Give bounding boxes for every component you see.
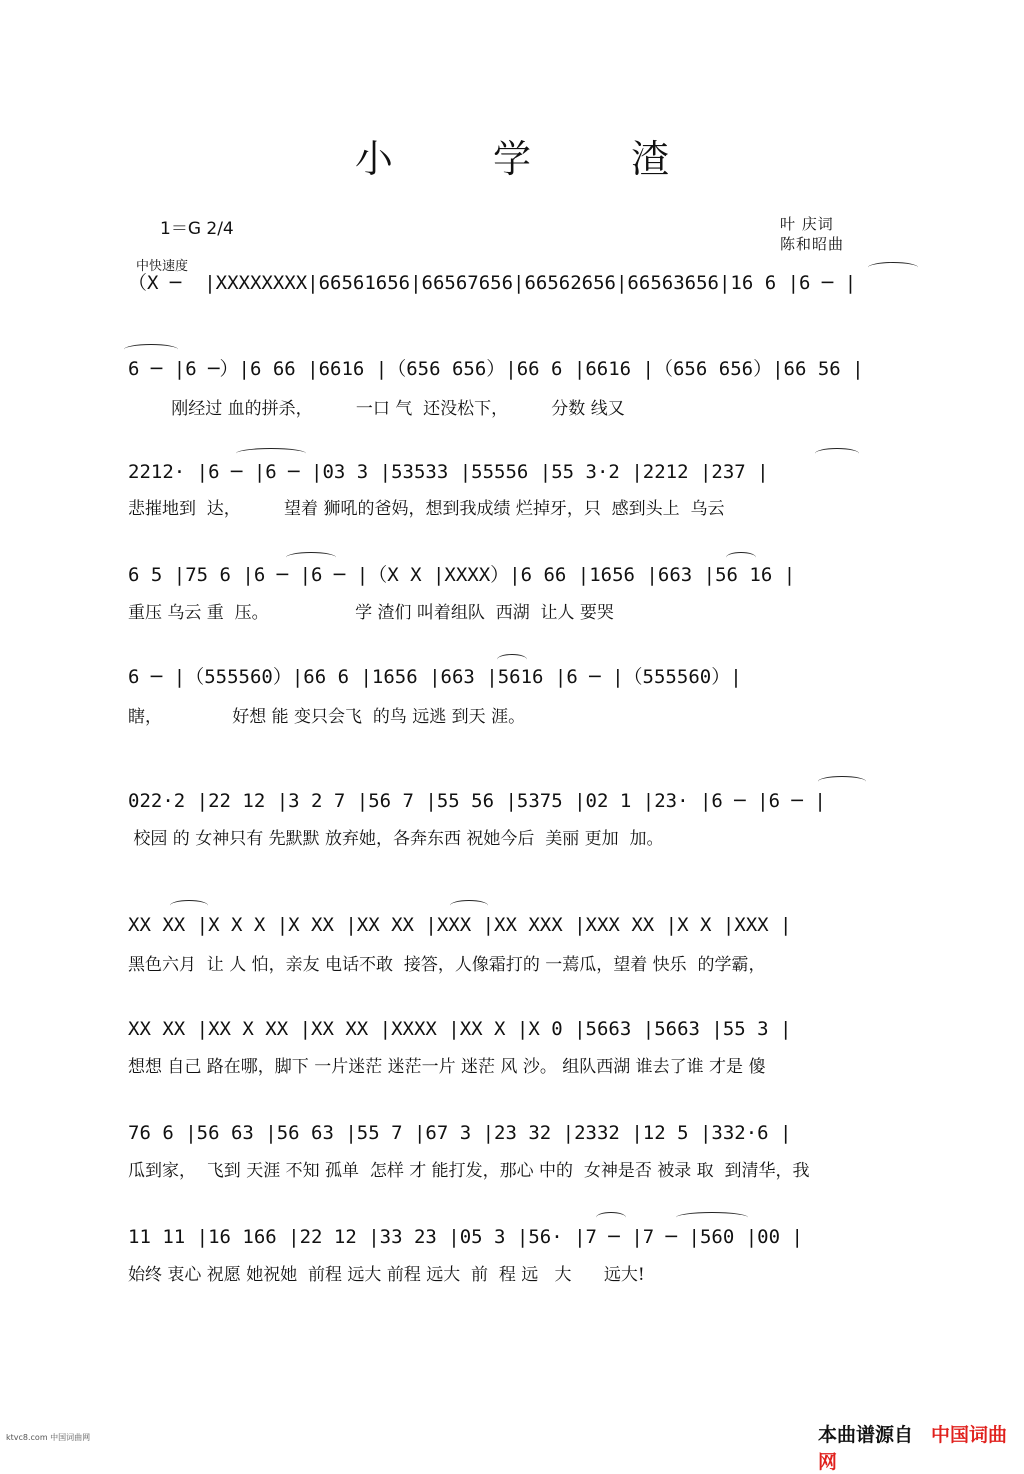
notation-line-3: 2212· |6 ─ |6 ─ |03 3 |53533 |55556 |55 3·2 |2212 |237 | xyxy=(128,461,769,483)
notation-line-9: 76 6 |56 63 |56 63 |55 7 |67 3 |23 32 |2332 |12 5 |332·6 | xyxy=(128,1122,792,1144)
tie-mark xyxy=(596,1212,626,1223)
lyrics-line-1 xyxy=(128,298,928,324)
site-label[interactable]: 中国词曲网 xyxy=(818,1424,1008,1473)
tie-mark xyxy=(236,448,306,459)
tie-mark xyxy=(124,344,178,355)
lyrics-line-8: 想想 自己 路在哪，脚下 一片迷茫 迷茫一片 迷茫 风 沙。 组队西湖 谁去了谁 才是 傻 xyxy=(128,1057,766,1077)
tie-mark xyxy=(450,900,488,911)
lyrics-line-2: 刚经过 血的拼杀， 一口 气 还没松下， 分数 线又 xyxy=(128,399,625,419)
lyrics-line-9: 瓜到家， 飞到 天涯 不知 孤单 怎样 才 能打发，那心 中的 女神是否 被录 取 到清华，我 xyxy=(128,1161,810,1181)
lyrics-line-4: 重压 乌云 重 压。 学 渣们 叫着组队 西湖 让人 要哭 xyxy=(128,603,614,623)
notation-line-1: （X ─ |XXXXXXXX|66561656|66567656|66562656|66563656|16 6 |6 ─ | xyxy=(128,272,857,294)
lyrics-line-7: 黑色六月 让 人 怕，亲友 电话不敢 接答，人像霜打的 一蔫瓜，望着 快乐 的学霸， xyxy=(128,955,766,975)
notation-line-7: XX XX |X X X |X XX |XX XX |XXX |XX XXX |XXX XX |X X |XXX | xyxy=(128,914,792,936)
lyrics-line-5: 瞎， 好想 能 变只会飞 的鸟 远逃 到天 涯。 xyxy=(128,707,526,727)
tie-mark xyxy=(170,900,208,911)
notation-line-5: 6 ─ |（555560）|66 6 |1656 |663 |5616 |6 ─ |（555560）| xyxy=(128,666,742,688)
key-signature: 1＝G 2/4 xyxy=(160,219,234,239)
notation-line-10: 11 11 |16 166 |22 12 |33 23 |05 3 |56· |7 ─ |7 ─ |560 |00 | xyxy=(128,1226,803,1248)
notation-line-6: 022·2 |22 12 |3 2 7 |56 7 |55 56 |5375 |02 1 |23· |6 ─ |6 ─ | xyxy=(128,790,826,812)
tie-mark xyxy=(497,654,527,665)
lyricist-credit: 叶 庆词 xyxy=(780,215,834,233)
footer-watermark: ktvc8.com 中国词曲网 xyxy=(6,1433,91,1442)
notation-line-4: 6 5 |75 6 |6 ─ |6 ─ |（X X |XXXX）|6 66 |1656 |663 |56 16 | xyxy=(128,564,796,586)
tie-mark xyxy=(286,552,336,563)
footer-source xyxy=(818,1420,1024,1474)
score-title: 小 学 渣 xyxy=(354,137,714,181)
tempo-marking: 中快速度 xyxy=(136,259,189,274)
tie-mark xyxy=(676,1212,748,1223)
lyrics-line-6: 校园 的 女神只有 先默默 放弃她，各奔东西 祝她今后 美丽 更加 加。 xyxy=(128,829,664,849)
tie-mark xyxy=(726,552,756,563)
source-label: 本曲谱源自 xyxy=(818,1424,914,1446)
notation-line-8: XX XX |XX X XX |XX XX |XXXX |XX X |X 0 |5663 |5663 |55 3 | xyxy=(128,1018,792,1040)
notation-line-2: 6 ─ |6 ─）|6 66 |6616 |（656 656）|66 6 |6616 |（656 656）|66 56 | xyxy=(128,358,864,380)
lyrics-line-3: 悲摧地到 达， 望着 狮吼的爸妈，想到我成绩 烂掉牙，只 感到头上 乌云 xyxy=(128,499,725,519)
tie-mark xyxy=(815,448,859,459)
tie-mark xyxy=(818,776,866,787)
credits xyxy=(780,214,844,254)
composer-credit: 陈和昭曲 xyxy=(780,235,845,253)
lyrics-line-10: 始终 衷心 祝愿 她祝她 前程 远大 前程 远大 前 程 远 大 远大! xyxy=(128,1265,645,1285)
tie-mark xyxy=(868,262,918,273)
